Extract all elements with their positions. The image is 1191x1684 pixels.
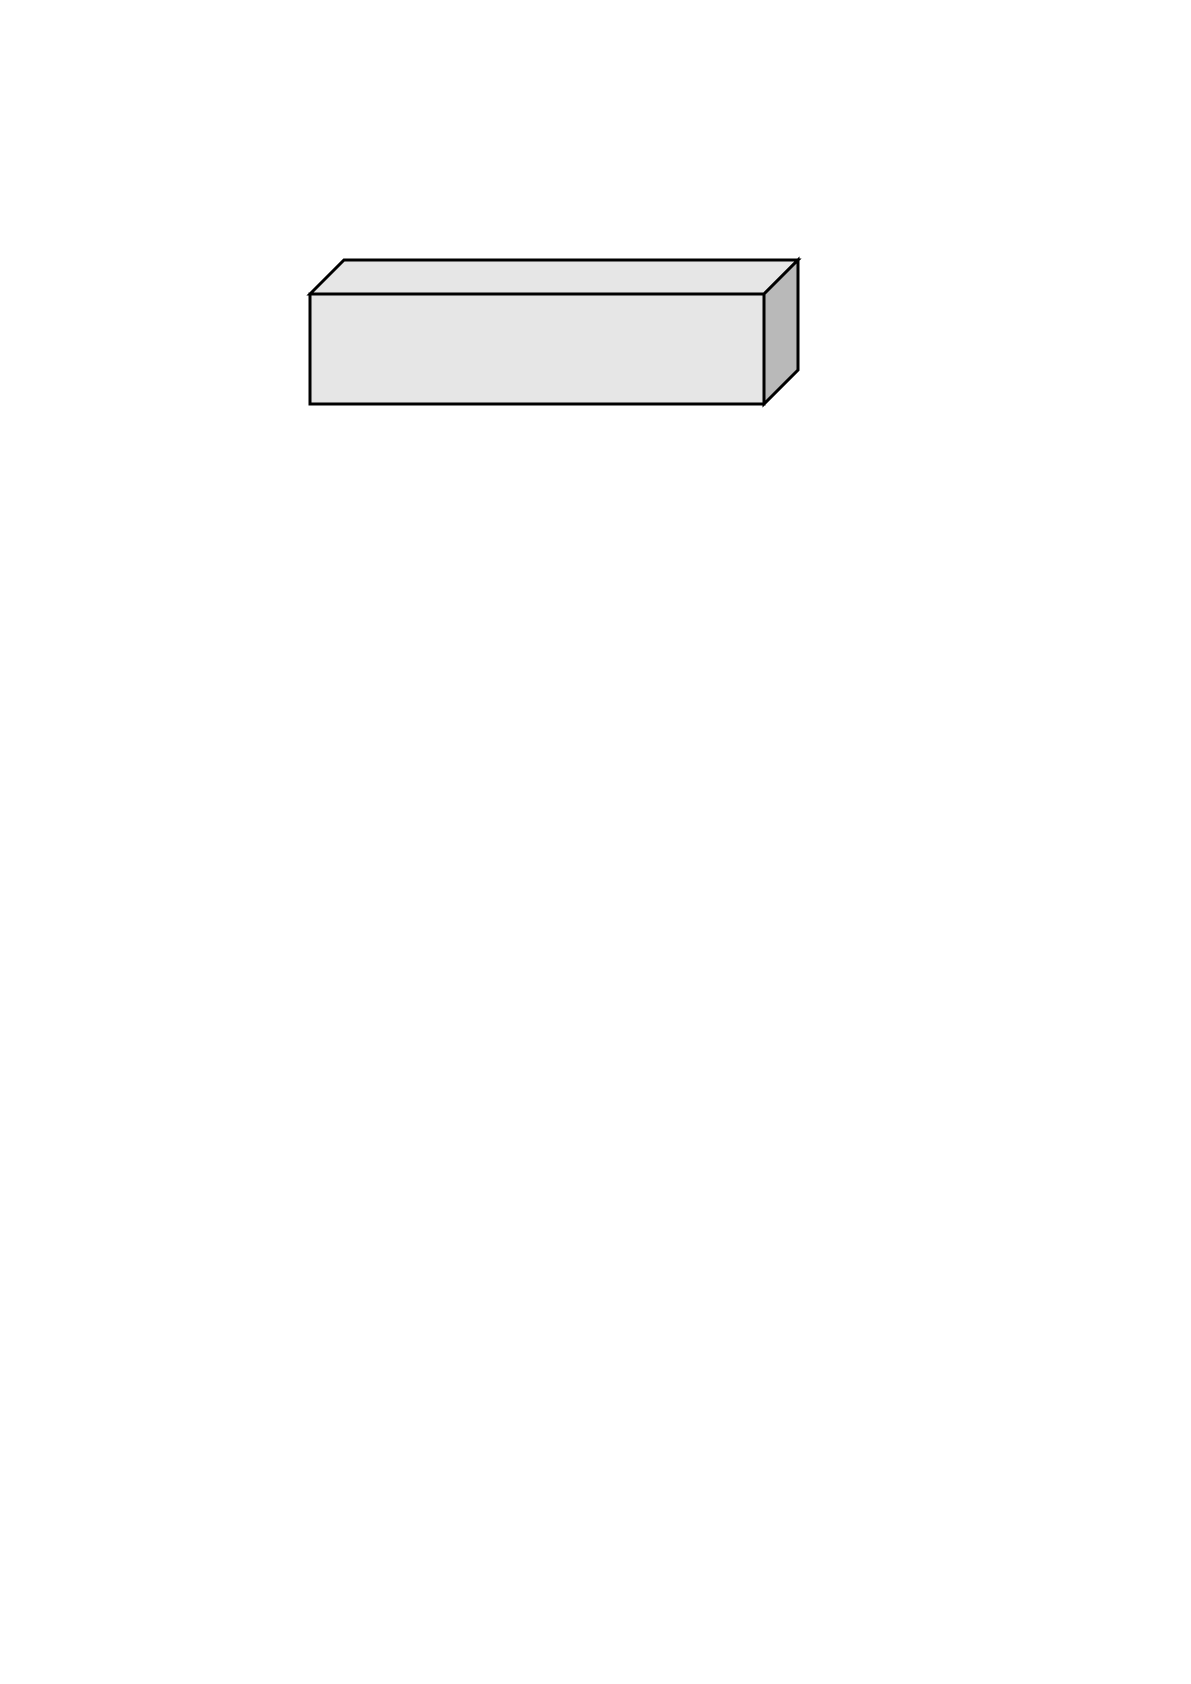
cuboid-illustration: [306, 256, 802, 410]
cuboid-front-face: [310, 294, 764, 404]
cuboid-top-face: [310, 260, 798, 294]
